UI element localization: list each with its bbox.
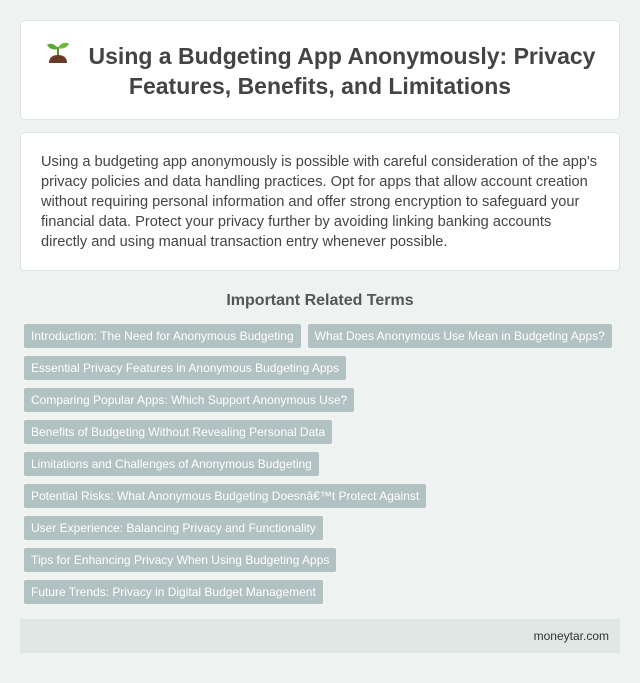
related-term-tag[interactable]: User Experience: Balancing Privacy and Functionality <box>24 516 323 540</box>
footer-site-link[interactable]: moneytar.com <box>533 629 609 643</box>
sprout-icon <box>45 40 71 68</box>
summary-card <box>20 132 620 271</box>
related-term-tag[interactable]: Limitations and Challenges of Anonymous Budgeting <box>24 452 319 476</box>
related-term-tag[interactable]: Tips for Enhancing Privacy When Using Budgeting Apps <box>24 548 336 572</box>
page-title <box>41 40 599 101</box>
related-term-tag[interactable]: Future Trends: Privacy in Digital Budget Management <box>24 580 323 604</box>
page-title-text: Using a Budgeting App Anonymously: Privacy Features, Benefits, and Limitations <box>88 42 596 99</box>
related-terms-heading: Important Related Terms <box>226 292 414 309</box>
title-card <box>20 20 620 120</box>
footer <box>20 619 620 653</box>
related-term-tag[interactable]: Benefits of Budgeting Without Revealing Personal Data <box>24 420 332 444</box>
related-terms-list <box>20 324 620 604</box>
related-term-tag[interactable]: Essential Privacy Features in Anonymous Budgeting Apps <box>24 356 346 380</box>
related-term-tag[interactable]: Potential Risks: What Anonymous Budgeting Doesnâ€™t Protect Against <box>24 484 426 508</box>
related-term-tag[interactable]: Introduction: The Need for Anonymous Budgeting <box>24 324 301 348</box>
summary-text: Using a budgeting app anonymously is possible with careful consideration of the app's privacy policies and data handling practices. Opt for apps that allow account creation without requiring personal information and offer strong encryption to safeguard your financial data. Protect your privacy further by avoiding linking banking accounts directly and using manual transaction entry whenever possible. <box>41 154 598 250</box>
related-term-tag[interactable]: Comparing Popular Apps: Which Support Anonymous Use? <box>24 388 354 412</box>
related-term-tag[interactable]: What Does Anonymous Use Mean in Budgeting Apps? <box>308 324 612 348</box>
